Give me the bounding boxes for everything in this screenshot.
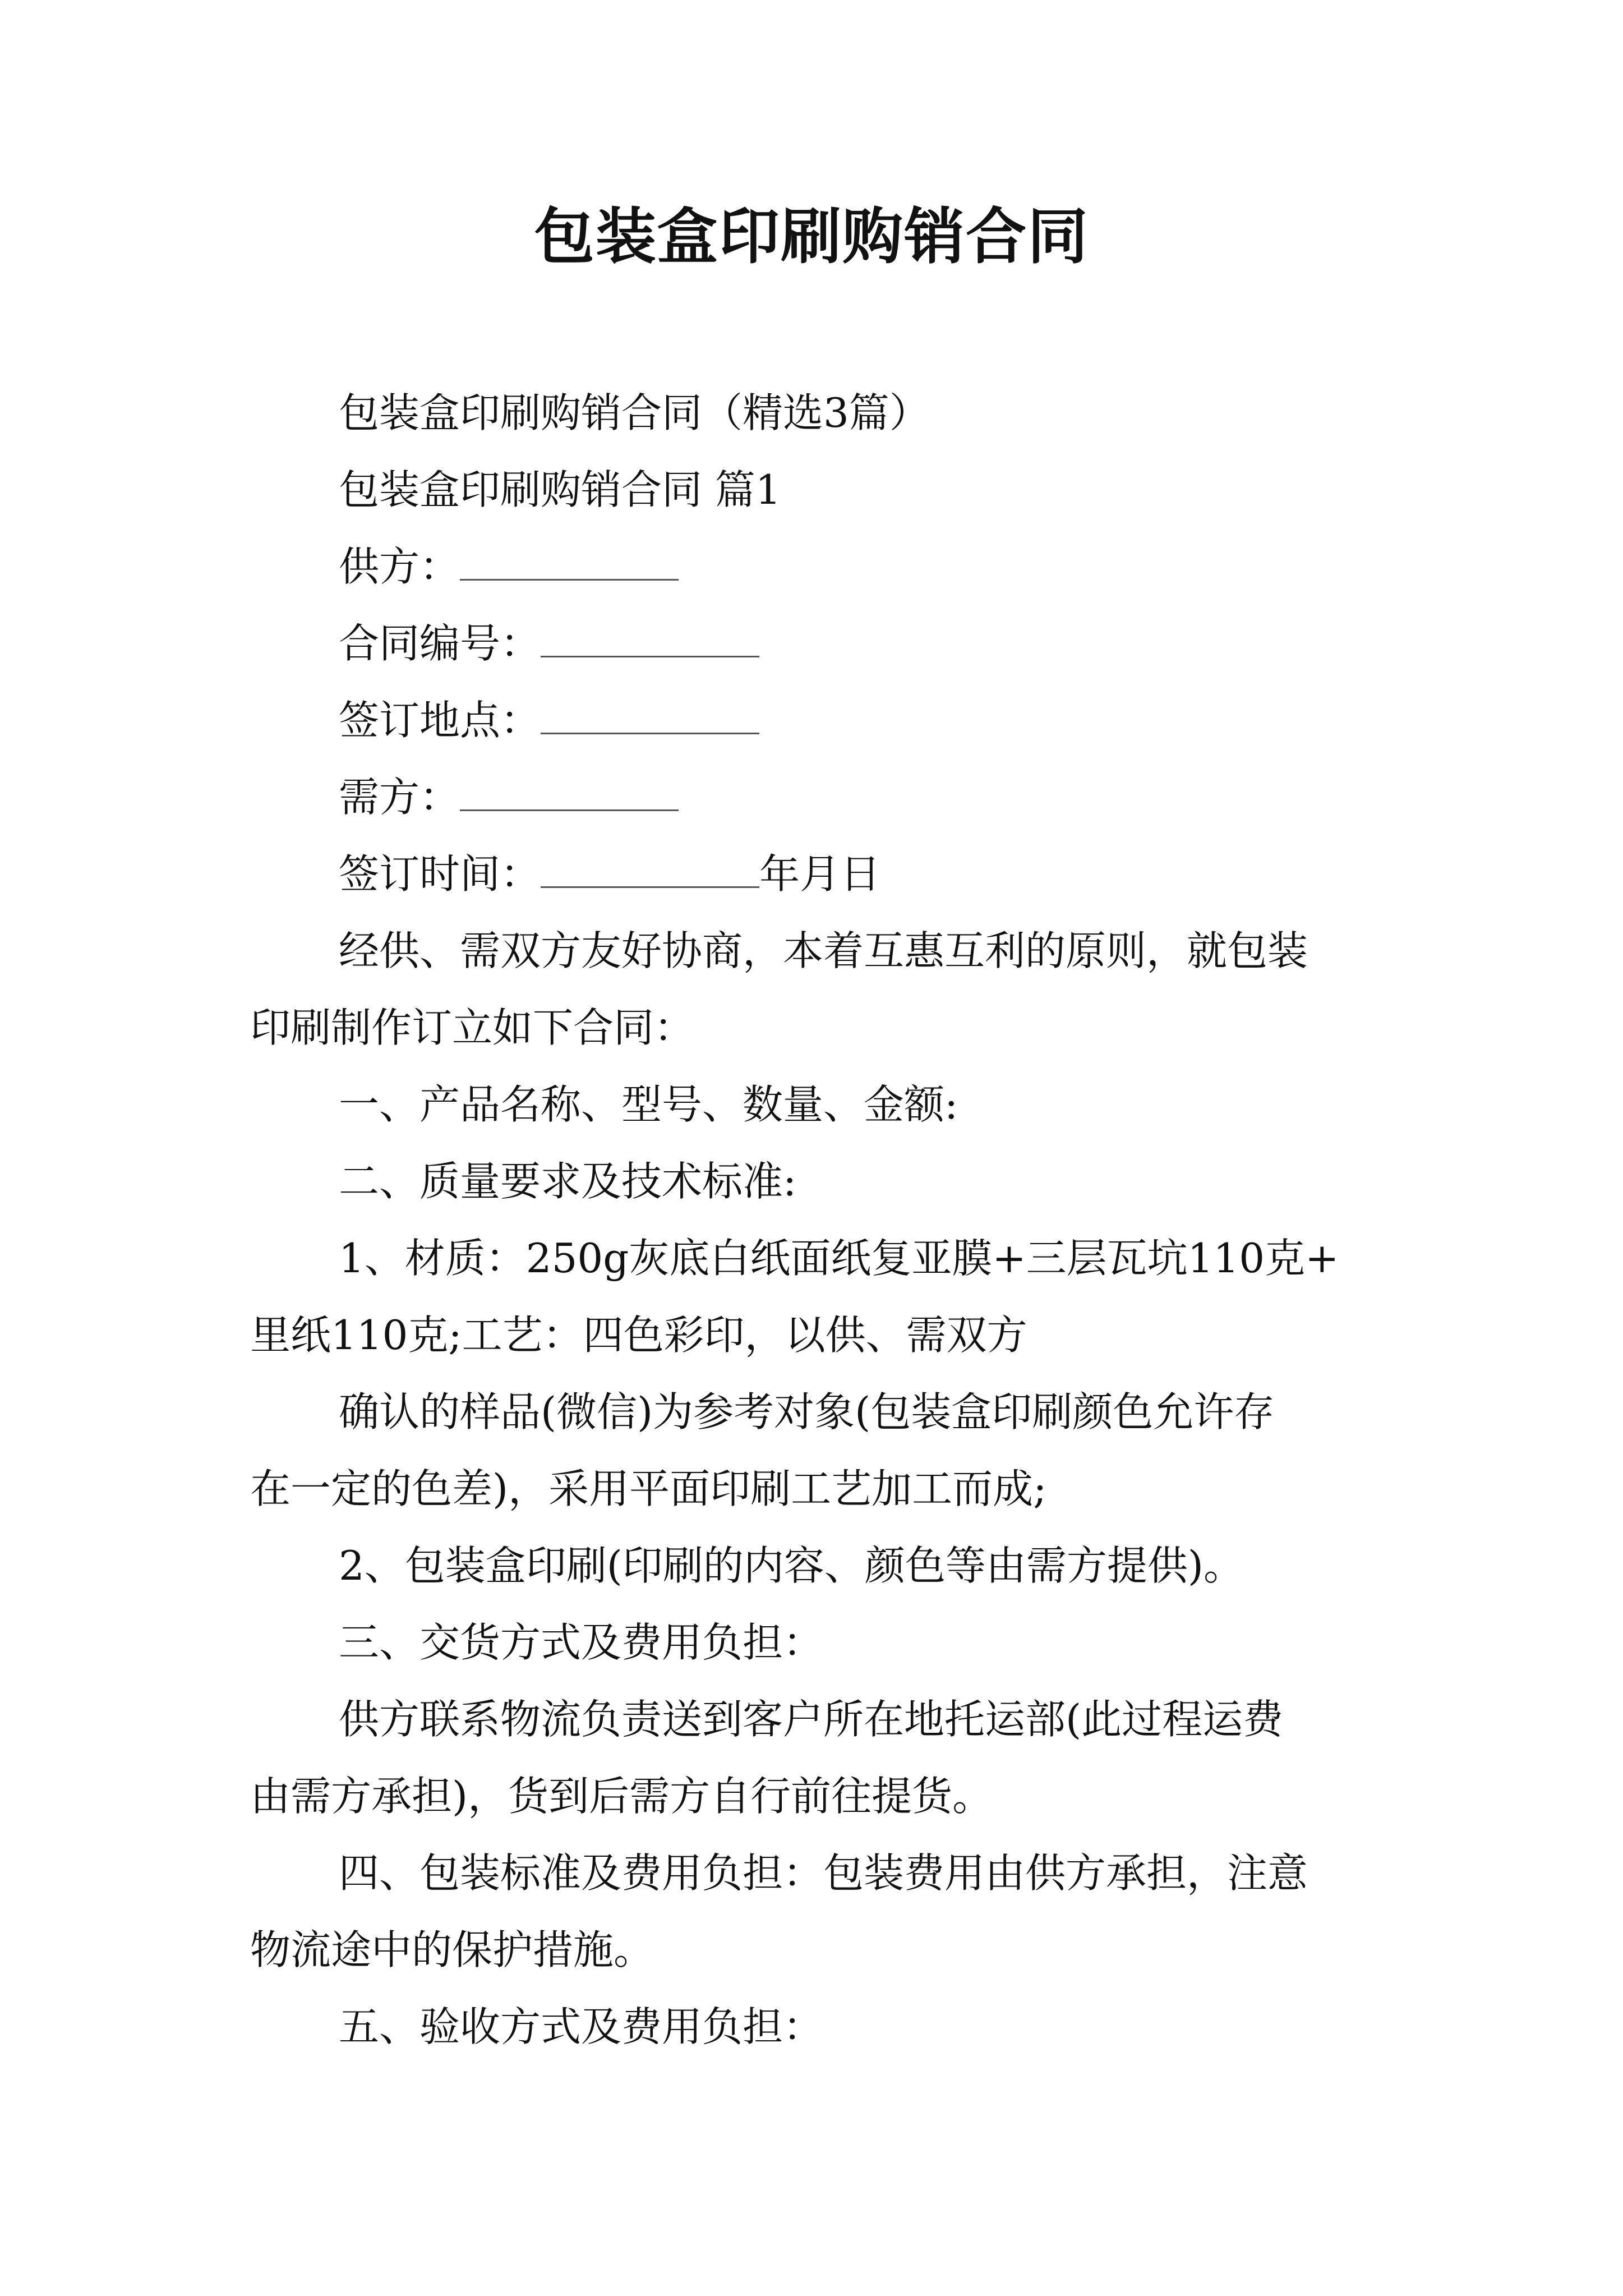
section-heading: 包装盒印刷购销合同 篇1 [339, 466, 781, 513]
delivery-line-1: 供方联系物流负责送到客户所在地托运部(此过程运费 [339, 1696, 1284, 1743]
buyer-label: 需方： [339, 774, 460, 821]
document-subtitle: 包装盒印刷购销合同（精选3篇） [339, 389, 930, 436]
buyer-field [339, 769, 679, 825]
paragraph-intro-line-1: 经供、需双方友好协商，本着互惠互利的原则，就包装 [339, 927, 1308, 974]
material-line-1: 1、材质：250g灰底白纸面纸复亚膜+三层瓦坑110克+ [339, 1235, 1339, 1282]
document-title: 包装盒印刷购销合同 [533, 201, 1089, 272]
contract-no-label: 合同编号： [339, 620, 541, 667]
clause-4-line-1: 四、包装标准及费用负担：包装费用由供方承担，注意 [339, 1849, 1308, 1897]
sign-time-suffix: 年月日 [759, 850, 881, 898]
print-clause: 2、包装盒印刷(印刷的内容、颜色等由需方提供)。 [339, 1542, 1244, 1589]
sample-line-2: 在一定的色差)，采用平面印刷工艺加工而成; [250, 1465, 1047, 1512]
supplier-label: 供方： [339, 543, 460, 590]
contract-no-field [339, 615, 759, 671]
supplier-field [339, 539, 679, 595]
buyer-blank [460, 770, 679, 811]
delivery-line-2: 由需方承担)，货到后需方自行前往提货。 [250, 1773, 993, 1820]
clause-1-heading: 一、产品名称、型号、数量、金额: [339, 1081, 958, 1128]
sign-time-blank [541, 847, 759, 888]
paragraph-intro-line-2: 印刷制作订立如下合同： [250, 1004, 695, 1051]
clause-2-heading: 二、质量要求及技术标准: [339, 1158, 797, 1205]
clause-4-line-2: 物流途中的保护措施。 [250, 1926, 654, 1973]
clause-3-heading: 三、交货方式及费用负担： [339, 1619, 824, 1666]
sign-place-field [339, 692, 759, 748]
sign-time-label: 签订时间： [339, 850, 541, 898]
sign-place-blank [541, 693, 759, 734]
material-line-2: 里纸110克;工艺：四色彩印，以供、需双方 [250, 1312, 1027, 1359]
sign-place-label: 签订地点： [339, 697, 541, 744]
sample-line-1: 确认的样品(微信)为参考对象(包装盒印刷颜色允许存 [339, 1388, 1275, 1435]
clause-5-heading: 五、验收方式及费用负担： [339, 2003, 824, 2050]
contract-no-blank [541, 616, 759, 657]
supplier-blank [460, 540, 679, 581]
sign-time-field [339, 846, 880, 902]
